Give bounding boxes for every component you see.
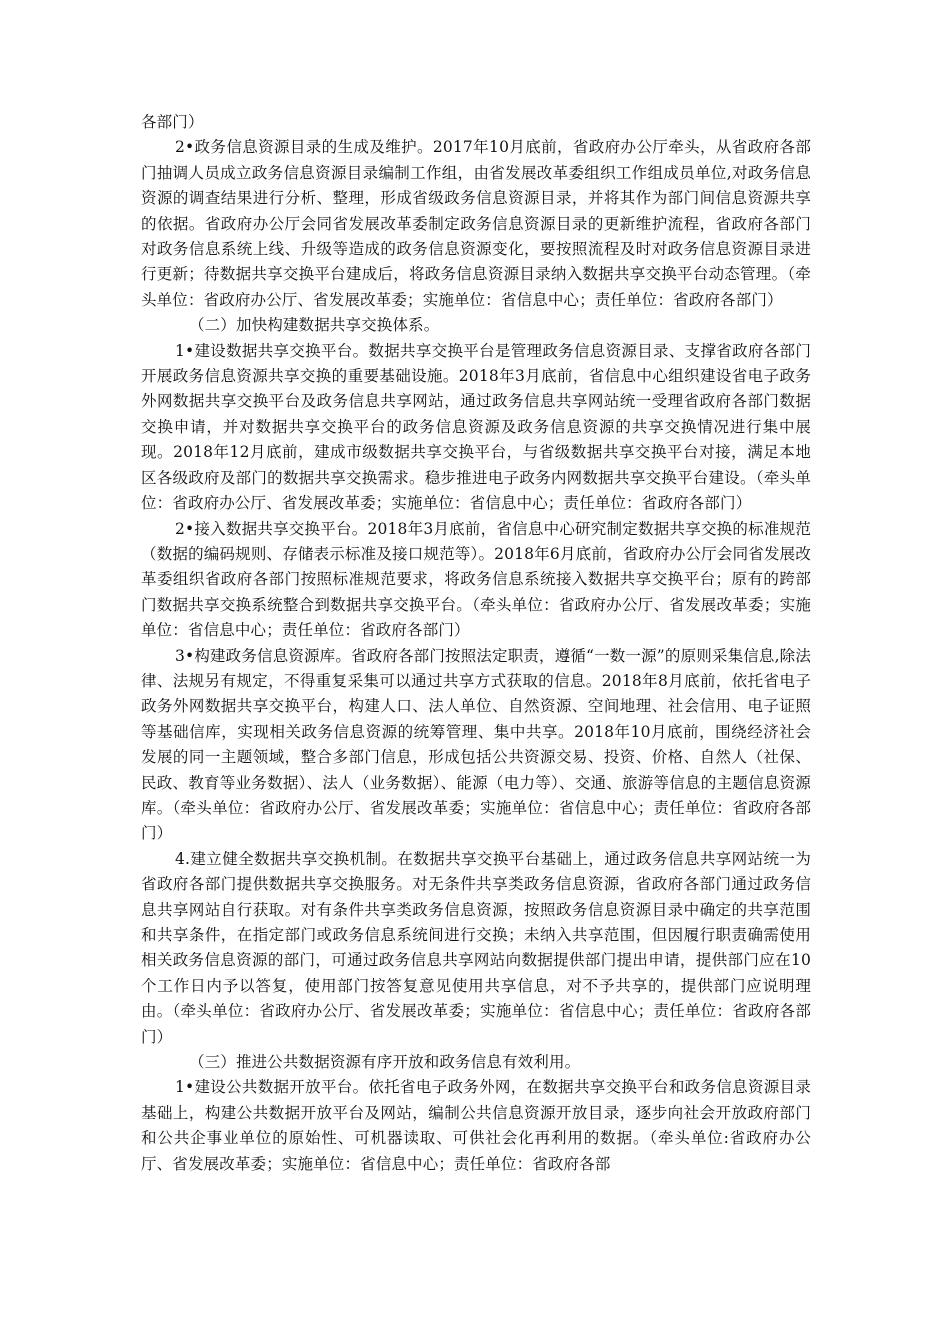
paragraph-exchange-platform: 1•建设数据共享交换平台。数据共享交换平台是管理政务信息资源目录、支撑省政府各部门开展政务信息资源共享交换的重要基础设施。2018年3月底前，省信息中心组织建设省电子政务外网数据共享交换平台及政务信息共享网站，通过政务信息共享网站统一受理省政府各部门数据交换申请，并对数据共享交换平台的政务信息资源及政务信息资源的共享交换情况进行集中展现。2018年12月底前，建成市级数据共享交换平台，与省级数据共享交换平台对接，满足本地区各级政府及部门的数据共享交换需求。稳步推进电子政务内网数据共享交换平台建设。（牵头单位：省政府办公厅、省发展改革委；实施单位：省信息中心；责任单位：省政府各部门） [141,341,811,513]
paragraph-resource-library: 3•构建政务信息资源库。省政府各部门按照法定职责，遵循“一数一源”的原则采集信息,除法律、法规另有规定，不得重复采集可以通过共享方式获取的信息。2018年8月底前，依托省电子政务外网数据共享交换平台，构建人口、法人单位、自然资源、空间地理、社会信用、电子证照等基础信库，实现相关政务信息资源的统筹管理、集中共享。2018年10月底前，围绕经济社会发展的同一主题领域，整合多部门信息，形成包括公共资源交易、投资、价格、自然人（社保、民政、教育等业务数据）、法人（业务数据）、能源（电力等）、交通、旅游等信息的主题信息资源库。（牵头单位：省政府办公厅、省发展改革委；实施单位：省信息中心；责任单位：省政府各部门） [141,646,811,843]
paragraph-exchange-mechanism: 4.建立健全数据共享交换机制。在数据共享交换平台基础上，通过政务信息共享网站统一为省政府各部门提供数据共享交换服务。对无条件共享类政务信息资源，省政府各部门通过政务信息共享网站自行获取。对有条件共享类政务信息资源，按照政务信息资源目录中确定的共享范围和共享条件，在指定部门或政务信息系统间进行交换；未纳入共享范围，但因履行职责确需使用相关政务信息资源的部门，可通过政务信息共享网站向数据提供部门提出申请，提供部门应在10个工作日内予以答复，使用部门按答复意见使用共享信息，对不予共享的，提供部门应说明理由。（牵头单位：省政府办公厅、省发展改革委；实施单位：省信息中心；责任单位：省政府各部门） [141,849,811,1046]
section-heading-2: （二）加快构建数据共享交换体系。 [189,316,440,335]
paragraph-open-data-platform: 1•建设公共数据开放平台。依托省电子政务外网，在数据共享交换平台和政务信息资源目录基础上，构建公共数据开放平台及网站，编制公共信息资源开放目录，逐步向社会开放政府部门和公共企事业单位的原始性、可机器读取、可供社会化再利用的数据。（牵头单位:省政府办公厅、省发展改革委；实施单位：省信息中心；责任单位：省政府各部 [141,1078,811,1173]
document-page [141,110,811,1177]
paragraph-platform-access: 2•接入数据共享交换平台。2018年3月底前，省信息中心研究制定数据共享交换的标准规范（数据的编码规则、存储表示标准及接口规范等）。2018年6月底前，省政府办公厅会同省发展改革委组织省政府各部门按照标准规范要求，将政务信息系统接入数据共享交换平台；原有的跨部门数据共享交换系统整合到数据共享交换平台。（牵头单位：省政府办公厅、省发展改革委；实施单位：省信息中心；责任单位：省政府各部门） [141,519,811,640]
section-heading-3: （三）推进公共数据资源有序开放和政务信息有效利用。 [189,1053,581,1072]
paragraph-catalog-maintenance: 2•政务信息资源目录的生成及维护。2017年10月底前，省政府办公厅牵头，从省政府各部门抽调人员成立政务信息资源目录编制工作组，由省发展改革委组织工作组成员单位,对政务信息资源的调查结果进行分析、整理，形成省级政务信息资源目录，并将其作为部门间信息资源共享的依据。省政府办公厅会同省发展改革委制定政务信息资源目录的更新维护流程，省政府各部门对政务信息系统上线、升级等造成的政务信息资源变化，要按照流程及时对政务信息资源目录进行更新；待数据共享交换平台建成后，将政务信息资源目录纳入数据共享交换平台动态管理。（牵头单位：省政府办公厅、省发展改革委；实施单位：省信息中心；责任单位：省政府各部门） [141,138,811,309]
paragraph-continuation: 各部门） [141,113,204,131]
